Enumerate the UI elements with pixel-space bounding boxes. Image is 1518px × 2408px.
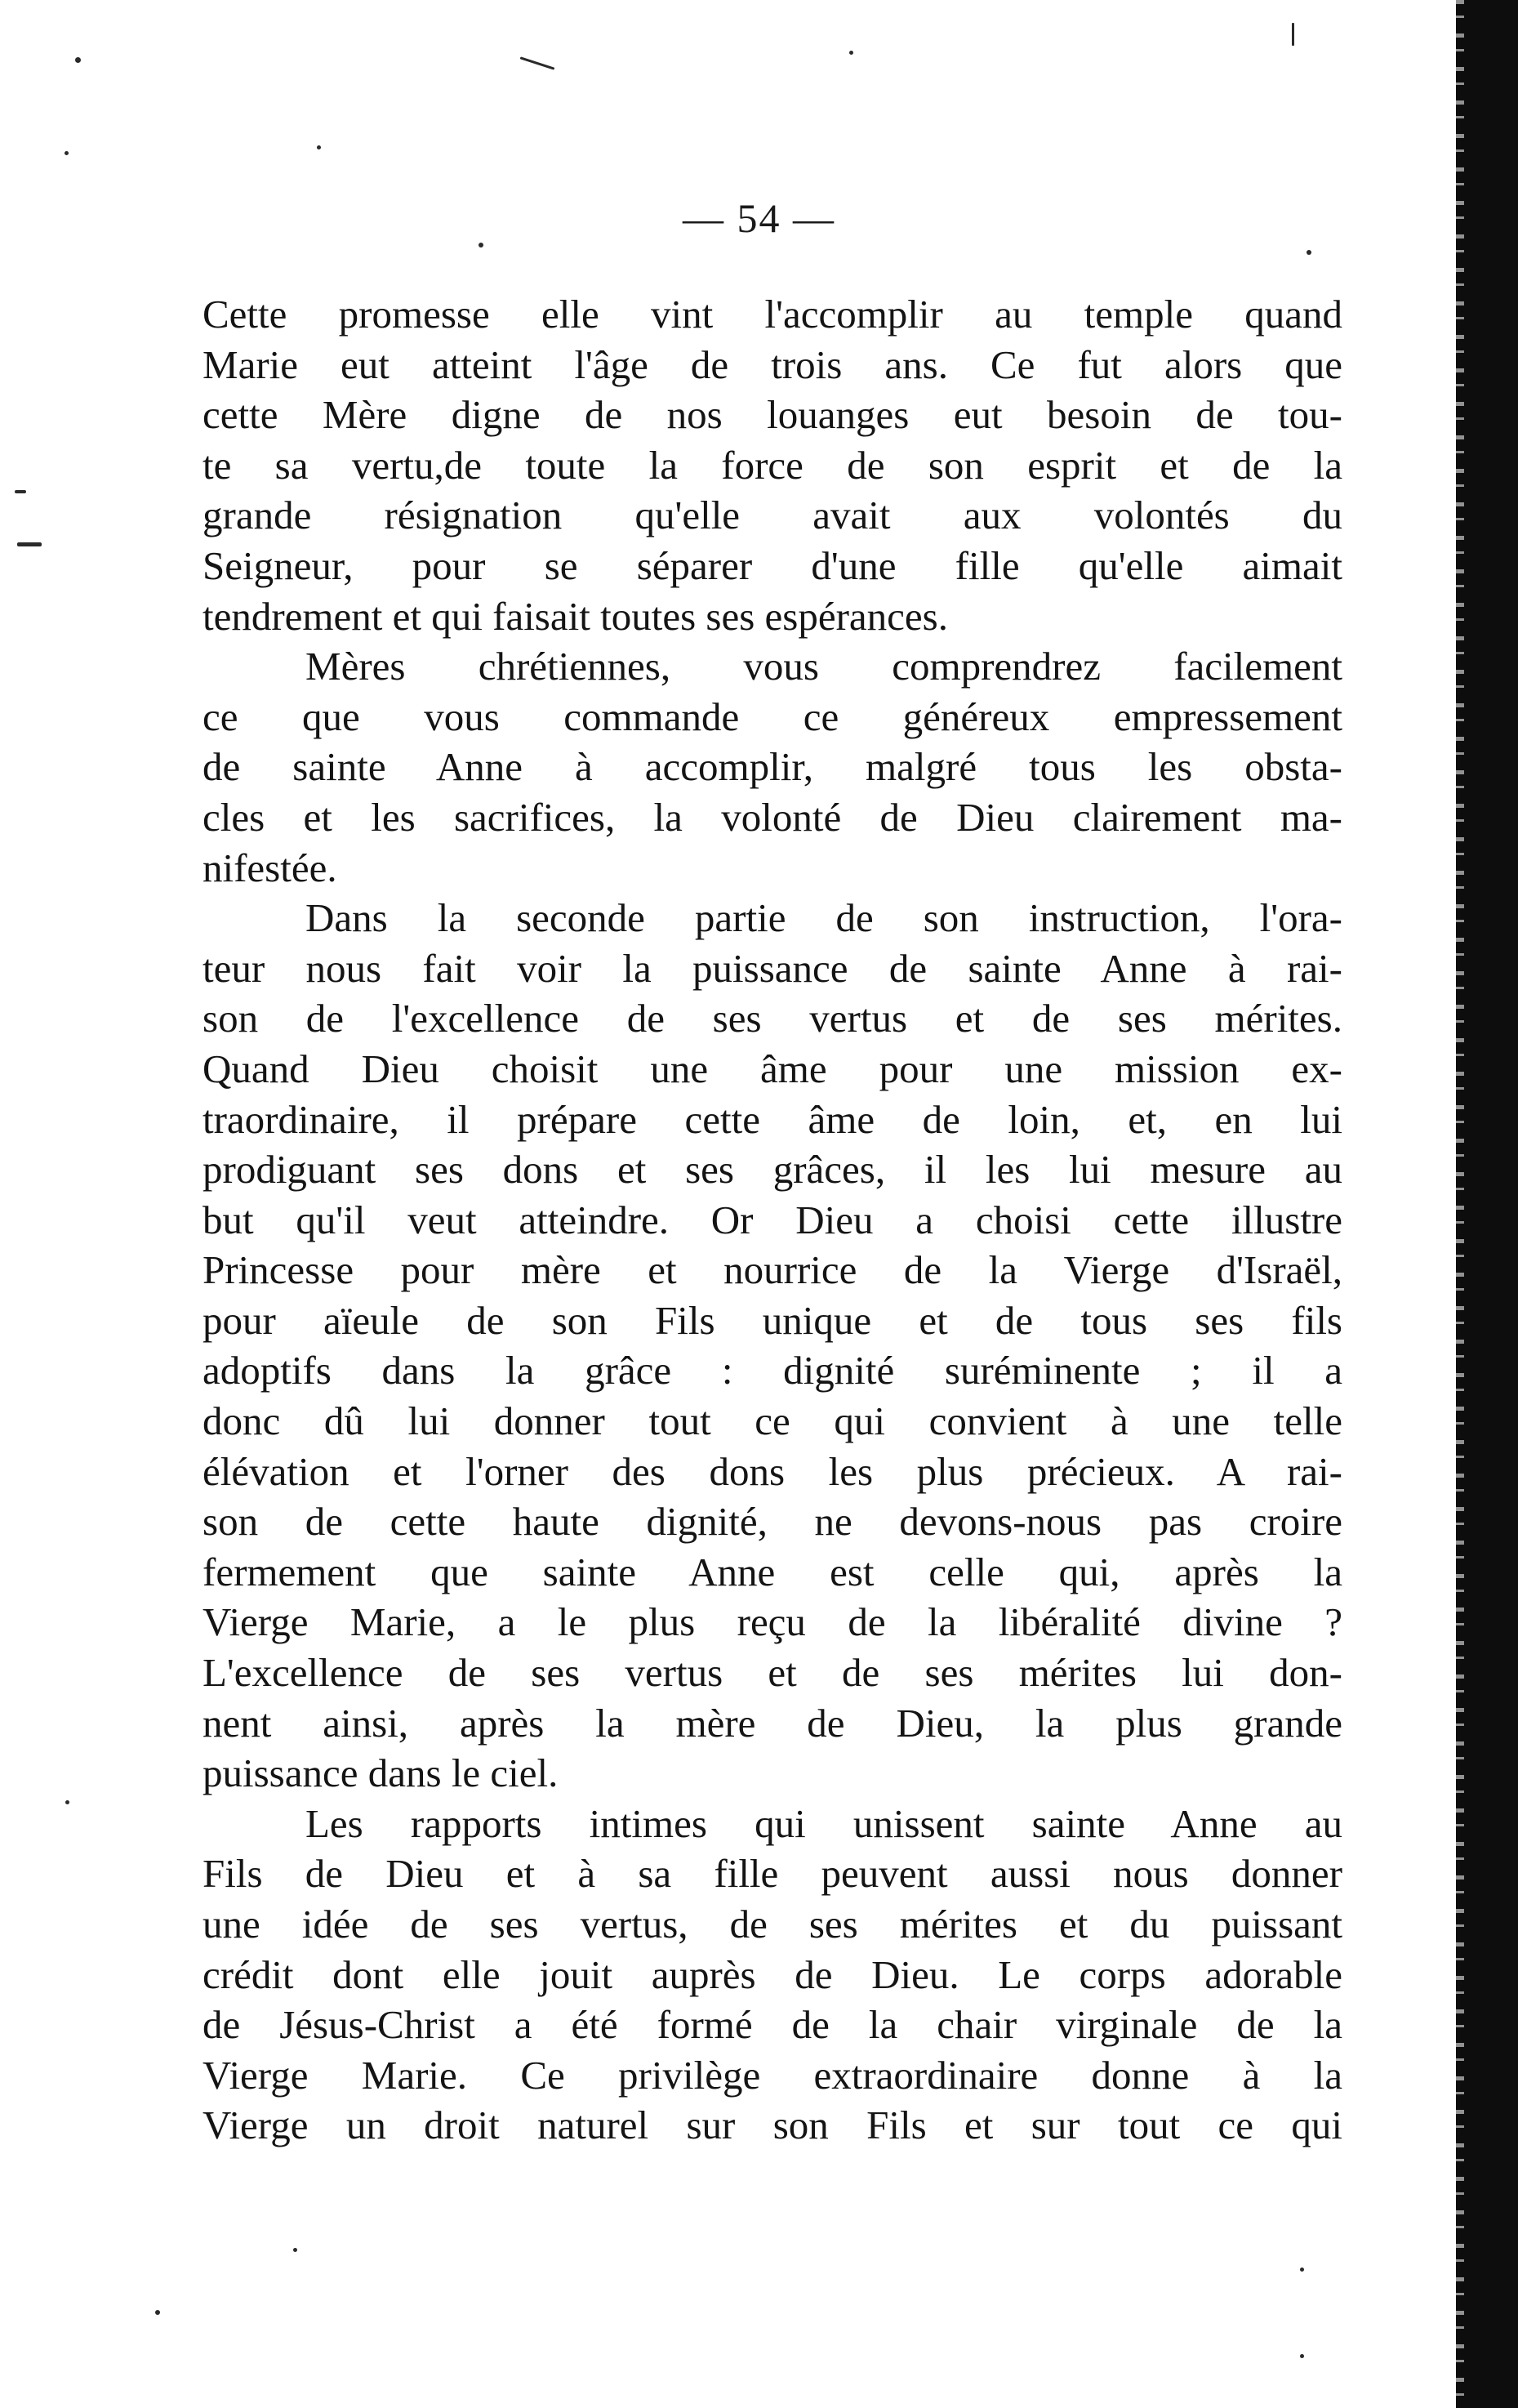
text-line: Quand Dieu choisit une âme pour une mission ex-	[203, 1046, 1342, 1091]
text-line: L'excellence de ses vertus et de ses mérites lui don-	[203, 1650, 1342, 1696]
text-line: adoptifs dans la grâce : dignité suréminente ; il a	[203, 1348, 1342, 1394]
text-line: te sa vertu,de toute la force de son esprit et de la	[203, 442, 1342, 488]
scan-speck	[65, 1800, 69, 1804]
text-line: Les rapports intimes qui unissent sainte Anne au	[305, 1800, 1342, 1846]
text-line: nifestée.	[203, 845, 337, 890]
text-line: Cette promesse elle vint l'accomplir au temple quand	[203, 292, 1342, 337]
body-text	[203, 289, 1342, 2151]
scan-speck	[1307, 250, 1311, 255]
text-line: Vierge un droit naturel sur son Fils et sur tout ce qui	[203, 2103, 1342, 2148]
scan-speck	[65, 151, 69, 155]
text-line: prodiguant ses dons et ses grâces, il les lui mesure au	[203, 1147, 1342, 1193]
page-number: — 54 —	[683, 195, 835, 241]
text-line: nent ainsi, après la mère de Dieu, la plus grande	[203, 1700, 1342, 1746]
text-line: teur nous fait voir la puissance de sainte Anne à rai-	[203, 945, 1342, 991]
scan-speck	[1300, 2268, 1304, 2272]
text-line: crédit dont elle jouit auprès de Dieu. Le corps adorable	[203, 1951, 1342, 1997]
text-line: cette Mère digne de nos louanges eut besoin de tou-	[203, 392, 1342, 438]
text-line: ce que vous commande ce généreux empressement	[203, 693, 1342, 739]
scan-speck	[1292, 23, 1294, 46]
scan-speck	[317, 145, 321, 149]
text-line: Princesse pour mère et nourrice de la Vierge d'Israël,	[203, 1247, 1342, 1293]
text-line: fermement que sainte Anne est celle qui, après la	[203, 1549, 1342, 1594]
text-line: but qu'il veut atteindre. Or Dieu a choisi cette illustre	[203, 1197, 1342, 1242]
scan-edge-border	[1456, 0, 1518, 2408]
scan-speck	[479, 243, 483, 247]
text-line: son de l'excellence de ses vertus et de ses mérites.	[203, 996, 1342, 1041]
scan-speck	[1300, 2354, 1304, 2358]
paragraph	[203, 641, 1342, 893]
scan-speck	[520, 56, 555, 69]
text-line: cles et les sacrifices, la volonté de Dieu clairement ma-	[203, 794, 1342, 840]
text-line: traordinaire, il prépare cette âme de loin, et, en lui	[203, 1096, 1342, 1142]
text-line: élévation et l'orner des dons les plus précieux. A rai-	[203, 1448, 1342, 1494]
text-line: Vierge Marie, a le plus reçu de la libéralité divine ?	[203, 1599, 1342, 1645]
text-line: Vierge Marie. Ce privilège extraordinaire donne à la	[203, 2052, 1342, 2098]
scan-speck	[15, 490, 26, 493]
scan-speck	[293, 2248, 297, 2252]
text-line: Dans la seconde partie de son instruction, l'ora-	[305, 895, 1342, 941]
text-line: Mères chrétiennes, vous comprendrez facilement	[305, 644, 1342, 689]
text-line: Seigneur, pour se séparer d'une fille qu'elle aimait	[203, 542, 1342, 588]
text-line: de sainte Anne à accomplir, malgré tous les obsta-	[203, 744, 1342, 790]
text-line: grande résignation qu'elle avait aux volontés du	[203, 493, 1342, 538]
text-line: de Jésus-Christ a été formé de la chair virginale de la	[203, 2002, 1342, 2048]
text-line: une idée de ses vertus, de ses mérites et du puissant	[203, 1902, 1342, 1946]
text-line: donc dû lui donner tout ce qui convient à une telle	[203, 1398, 1342, 1444]
text-line: Marie eut atteint l'âge de trois ans. Ce fut alors que	[203, 341, 1342, 387]
scan-speck	[17, 542, 42, 546]
text-line: pour aïeule de son Fils unique et de tous ses fils	[203, 1297, 1342, 1343]
paragraph	[203, 1799, 1342, 2151]
text-line: tendrement et qui faisait toutes ses espérances.	[203, 593, 948, 639]
paragraph	[203, 893, 1342, 1799]
paragraph	[203, 289, 1342, 641]
scan-speck	[849, 51, 853, 55]
scan-speck	[155, 2310, 160, 2315]
text-line: puissance dans le ciel.	[203, 1750, 559, 1796]
text-line: Fils de Dieu et à sa fille peuvent aussi nous donner	[203, 1851, 1342, 1897]
scan-speck	[75, 57, 81, 63]
text-line: son de cette haute dignité, ne devons-nous pas croire	[203, 1499, 1342, 1545]
